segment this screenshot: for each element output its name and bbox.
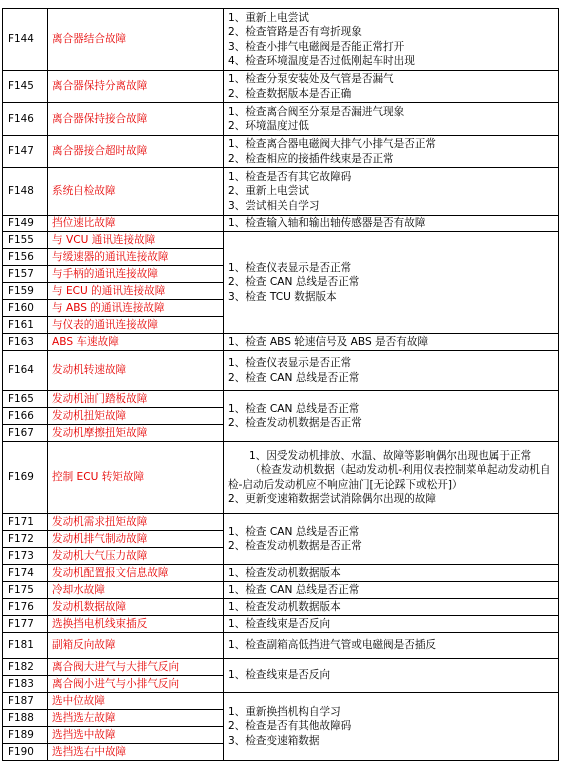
check-steps [224,659,559,693]
table-row [3,442,559,514]
fault-name: 选挡选右中故障 [48,744,224,761]
fault-code: F157 [3,266,48,283]
fault-name: 离合器保持分离故障 [48,71,224,103]
check-step: 1、检查 CAN 总线是否正常 [228,402,360,415]
fault-name: 选换挡电机线束插反 [48,616,224,633]
check-steps [224,514,559,565]
check-step: 1、检查 CAN 总线是否正常 [228,525,360,538]
fault-code: F166 [3,408,48,425]
check-steps [224,216,559,232]
table-row [3,633,559,659]
fault-name: ABS 车速故障 [48,334,224,351]
check-step: 2、检查管路是否有弯折现象 [228,26,362,38]
fault-code: F146 [3,103,48,136]
check-step: 1、检查 CAN 总线是否正常 [228,583,360,596]
check-step: 4、检查环境温度是否过低刚起车时出现 [228,55,415,67]
fault-code: F183 [3,676,48,693]
check-step: 3、尝试相关自学习 [228,199,320,212]
check-steps [224,232,559,334]
fault-name: 发动机转速故障 [48,351,224,391]
table-row [3,599,559,616]
fault-name: 离合器接合超时故障 [48,136,224,168]
check-steps [224,599,559,616]
fault-code-table [2,8,559,761]
check-step: 2、重新上电尝试 [228,185,309,198]
fault-name: 冷却水故障 [48,582,224,599]
fault-code: F187 [3,693,48,710]
check-step: 1、检查副箱高低挡进气管或电磁阀是否插反 [228,639,437,652]
fault-name: 与 ECU 的通讯连接故障 [48,283,224,300]
fault-name: 挡位速比故障 [48,216,224,232]
table-row [3,216,559,232]
fault-name: 与手柄的通讯连接故障 [48,266,224,283]
check-step: 2、检查发动机数据是否正常 [228,417,362,429]
check-step: 1、检查发动机数据版本 [228,566,341,579]
table-row [3,565,559,582]
fault-name: 离合器保持接合故障 [48,103,224,136]
check-steps [224,582,559,599]
table-row [3,136,559,168]
check-steps [224,351,559,391]
fault-name: 选中位故障 [48,693,224,710]
fault-name: 发动机油门踏板故障 [48,391,224,408]
fault-code: F172 [3,531,48,548]
fault-name: 发动机配置报文信息故障 [48,565,224,582]
table-row [3,514,559,531]
check-step: 2、检查 CAN 总线是否正常 [228,276,360,289]
fault-name: 与 ABS 的通讯连接故障 [48,300,224,317]
fault-name: 控制 ECU 转矩故障 [48,442,224,514]
check-step: 2、更新变速箱数据尝试消除偶尔出现的故障 [228,493,437,505]
check-step: 2、检查 CAN 总线是否正常 [228,371,360,384]
check-step: 2、环境温度过低 [228,120,309,132]
check-steps [224,168,559,216]
fault-code: F163 [3,334,48,351]
check-step: 1、检查是否有其它故障码 [228,170,352,183]
check-steps [224,616,559,633]
fault-code: F181 [3,633,48,659]
check-step: 1、检查 ABS 轮速信号及 ABS 是否有故障 [228,335,429,348]
table-row [3,334,559,351]
table-row [3,168,559,216]
fault-name: 系统自检故障 [48,168,224,216]
fault-name: 副箱反向故障 [48,633,224,659]
fault-code: F147 [3,136,48,168]
table-row [3,582,559,599]
fault-code: F177 [3,616,48,633]
check-steps [224,442,559,514]
fault-code: F176 [3,599,48,616]
fault-code: F156 [3,249,48,266]
check-step: 1、检查仪表显示是否正常 [228,357,352,369]
check-step: 2、检查数据版本是否正确 [228,87,352,100]
fault-code: F188 [3,710,48,727]
check-step: 1、检查发动机数据版本 [228,600,341,613]
check-steps [224,633,559,659]
table-row [3,693,559,710]
table-row [3,659,559,676]
table-row [3,71,559,103]
table-row [3,103,559,136]
fault-code-table-wrapper [2,8,559,761]
fault-code: F175 [3,582,48,599]
check-step: 2、检查发动机数据是否正常 [228,540,362,552]
check-step: 2、检查相应的接插件线束是否正常 [228,152,394,165]
check-step: 2、检查是否有其他故障码 [228,720,352,733]
fault-code: F164 [3,351,48,391]
fault-code: F161 [3,317,48,334]
check-steps [224,693,559,761]
check-step: 1、检查离合器电磁阀大排气小排气是否正常 [228,138,437,150]
check-step: 1、检查线束是否反向 [228,617,331,630]
fault-name: 发动机数据故障 [48,599,224,616]
fault-name: 离合器结合故障 [48,9,224,71]
fault-code: F182 [3,659,48,676]
fault-code: F159 [3,283,48,300]
fault-name: 发动机需求扭矩故障 [48,514,224,531]
check-step: 1、检查离合阀至分泵是否漏进气现象 [228,105,405,118]
fault-code: F148 [3,168,48,216]
fault-code: F189 [3,727,48,744]
check-steps [224,103,559,136]
check-step: 3、检查 TCU 数据版本 [228,290,337,303]
fault-code: F145 [3,71,48,103]
fault-code: F173 [3,548,48,565]
fault-name: 选挡选左故障 [48,710,224,727]
fault-code: F144 [3,9,48,71]
fault-name: 离合阀大进气与大排气反向 [48,659,224,676]
fault-name: 发动机排气制动故障 [48,531,224,548]
check-step: 3、检查变速箱数据 [228,734,320,747]
fault-name: 与仪表的通讯连接故障 [48,317,224,334]
check-step: 1、检查分泵安装处及气管是否漏气 [228,73,394,85]
fault-name: 与 VCU 通讯连接故障 [48,232,224,249]
fault-name: 发动机摩擦扭矩故障 [48,425,224,442]
check-step: 1、检查线束是否反向 [228,669,331,682]
check-steps [224,9,559,71]
check-step: 1、检查仪表显示是否正常 [228,261,352,274]
fault-name: 选挡选中故障 [48,727,224,744]
check-step: 1、检查输入轴和输出轴传感器是否有故障 [228,217,426,230]
check-step: （检查发动机数据（起动发动机-利用仪表控制菜单起动发动机自检-启动后发动机应不响应油门[无论踩下或松开]） [228,464,551,491]
table-row [3,616,559,633]
check-steps [224,136,559,168]
check-steps [224,334,559,351]
fault-name: 与缓速器的通讯连接故障 [48,249,224,266]
fault-name: 发动机扭矩故障 [48,408,224,425]
fault-code: F190 [3,744,48,761]
check-step: 3、检查小排气电磁阀是否能正常打开 [228,40,405,53]
fault-code: F155 [3,232,48,249]
table-row [3,351,559,391]
fault-name: 发动机大气压力故障 [48,548,224,565]
check-step: 1、重新换挡机构自学习 [228,705,341,718]
check-steps [224,565,559,582]
check-step: 1、因受发动机排放、水温、故障等影响偶尔出现也属于正常 [249,449,532,462]
fault-name: 离合阀小进气与小排气反向 [48,676,224,693]
check-steps [224,391,559,442]
check-step: 1、重新上电尝试 [228,11,309,24]
fault-code: F169 [3,442,48,514]
fault-code: F160 [3,300,48,317]
fault-code: F165 [3,391,48,408]
fault-code: F174 [3,565,48,582]
table-row [3,391,559,408]
fault-code: F171 [3,514,48,531]
table-row [3,232,559,249]
check-steps [224,71,559,103]
fault-code: F167 [3,425,48,442]
fault-code: F149 [3,216,48,232]
table-row [3,9,559,71]
